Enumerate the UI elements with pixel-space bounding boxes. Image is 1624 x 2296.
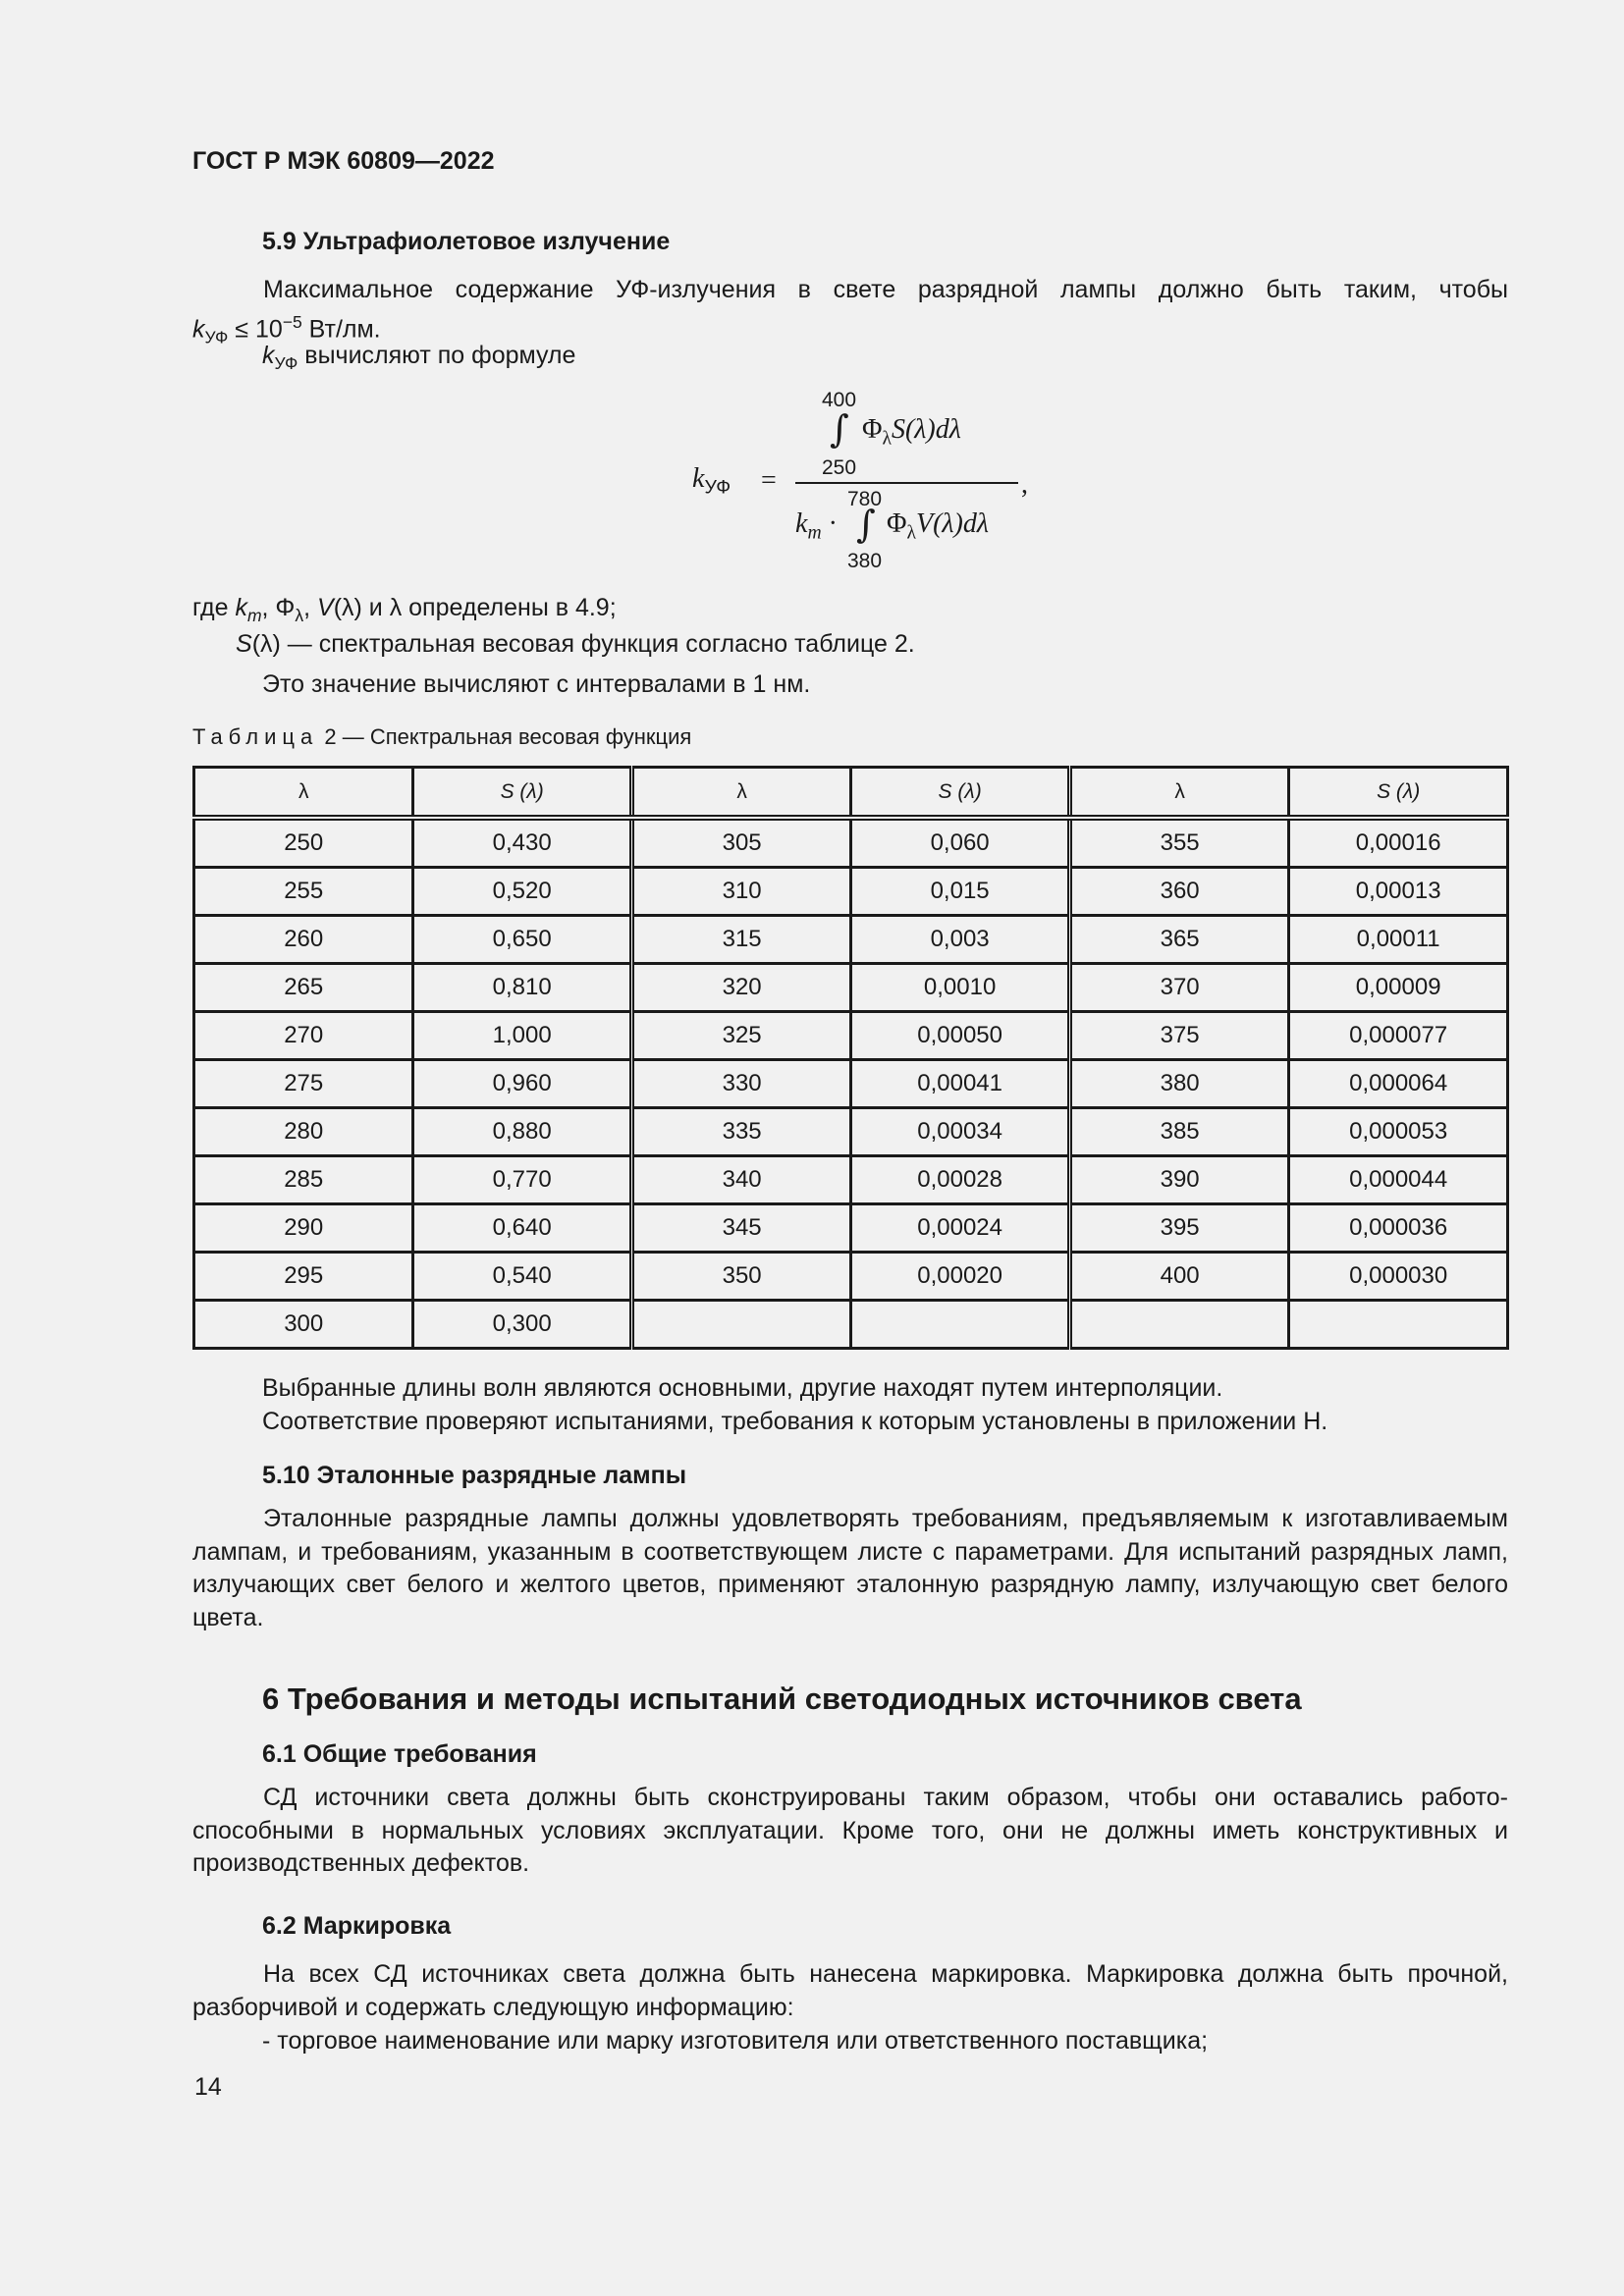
col-header-lambda: λ [1069,768,1288,819]
table-cell: 345 [631,1204,850,1253]
table-cell: 315 [631,916,850,964]
table-cell: 340 [631,1156,850,1204]
equals-sign: = [761,465,777,496]
fraction-bar [795,482,1018,484]
col-header-s: S (λ) [851,768,1070,819]
table-cell: 0,430 [413,818,631,868]
table-header-row [194,768,1508,819]
section-6-1-body: СД источники света должны быть сконструированы таким образом, чтобы они оставались работоспособными в нормальных условиях эксплуатации. Кроме того, они не должны иметь конструктивных и производственных дефектов. [192,1784,1508,1877]
dot: · [821,508,838,539]
table-cell: 0,000077 [1289,1012,1508,1060]
table-cell: 0,770 [413,1156,631,1204]
table-cell [1069,1301,1288,1349]
where-prefix: где [192,594,236,621]
where-rest: (λ) и λ определены в 4.9; [333,594,617,621]
formula-lhs [692,463,731,500]
marking-list-item: - торговое наименование или марку изготовителя или ответственного поставщика; [262,2027,1209,2055]
limit-value: ≤ 10 [228,315,283,344]
phi: , Φ [261,594,296,621]
spectral-weighting-table [192,766,1509,1350]
caption-prefix: Таблица [192,724,319,749]
table-row [194,1253,1508,1301]
section-6-2-body: На всех СД источниках света должна быть нанесена маркировка. Маркировка должна быть прочной, разборчивой и содержать следующую информацию: [192,1960,1508,2021]
table-cell: 250 [194,818,413,868]
table-cell: 0,000036 [1289,1204,1508,1253]
comma: , [303,594,318,621]
table-cell: 285 [194,1156,413,1204]
uv-formula [687,383,1041,579]
table-cell: 0,960 [413,1060,631,1108]
unit: Вт/лм. [301,315,381,344]
s-definition [236,628,915,662]
denominator-upper-limit: 780 [847,488,883,510]
formula-comma: , [1021,469,1028,500]
table-row [194,818,1508,868]
table-cell: 370 [1069,964,1288,1012]
lhs-sub: УФ [704,476,731,499]
table-cell: 330 [631,1060,850,1108]
table-cell: 0,00013 [1289,868,1508,916]
table-cell: 260 [194,916,413,964]
table-cell: 0,000064 [1289,1060,1508,1108]
caption-title: 2 — Спектральная весовая функция [318,724,692,749]
table-cell: 265 [194,964,413,1012]
table-row [194,1156,1508,1204]
table-cell: 355 [1069,818,1288,868]
table-cell: 395 [1069,1204,1288,1253]
table-row [194,964,1508,1012]
table-cell: 0,015 [851,868,1070,916]
document-header: ГОСТ Р МЭК 60809—2022 [192,147,495,175]
numerator-lower-limit: 250 [822,456,857,479]
phi: Φ [862,414,883,445]
table-cell: 310 [631,868,850,916]
table-cell: 1,000 [413,1012,631,1060]
k-subscript: УФ [274,353,298,373]
interval-note: Это значение вычисляют с интервалами в 1 нм. [262,670,811,698]
table-cell: 0,00028 [851,1156,1070,1204]
section-6-2-title: 6.2 Маркировка [262,1912,452,1940]
table-cell: 0,00024 [851,1204,1070,1253]
table-cell: 0,00041 [851,1060,1070,1108]
table-row [194,1012,1508,1060]
table-cell: 0,00016 [1289,818,1508,868]
denominator-lower-limit: 380 [847,550,883,572]
table-row [194,916,1508,964]
v-symbol: V [317,594,334,621]
table-cell: 255 [194,868,413,916]
section-6-title: 6 Требования и методы испытаний светодиодных источников света [262,1682,1302,1716]
table-cell: 280 [194,1108,413,1156]
table-caption [192,724,691,750]
compliance-note: Соответствие проверяют испытаниями, требования к которым установлены в приложении Н. [262,1408,1328,1435]
table-cell: 0,003 [851,916,1070,964]
table-cell: 300 [194,1301,413,1349]
exponent: −5 [282,312,302,332]
col-header-lambda: λ [194,768,413,819]
k-symbol: k [192,315,205,344]
section-5-10-text [192,1503,1508,1634]
table-cell: 305 [631,818,850,868]
s-symbol: S [236,630,252,658]
col-header-lambda: λ [631,768,850,819]
section-6-1-text [192,1782,1508,1881]
phi: Φ [887,508,907,539]
k-subscript: УФ [204,327,229,347]
table-row [194,1060,1508,1108]
table-cell: 0,00011 [1289,916,1508,964]
table-row [194,868,1508,916]
table-cell: 0,00009 [1289,964,1508,1012]
table-cell: 0,540 [413,1253,631,1301]
table-cell: 0,650 [413,916,631,964]
col-header-s: S (λ) [413,768,631,819]
section-5-10-body: Эталонные разрядные лампы должны удовлетворять требованиям, предъявляемым к изготавливаемым лампам, и требованиям, указанным в соответствующем листе с параметрами. Для испытаний разрядных ламп, излучающих свет белого и желтого цветов, применяют эталонную разрядную лампу, излучающую свет белого цвета. [192,1505,1508,1631]
table-cell: 0,640 [413,1204,631,1253]
table-cell: 290 [194,1204,413,1253]
section-5-9-title: 5.9 Ультрафиолетовое излучение [262,228,671,255]
table-cell: 375 [1069,1012,1288,1060]
section-6-1-title: 6.1 Общие требования [262,1740,537,1768]
table-cell: 350 [631,1253,850,1301]
interpolation-note: Выбранные длины волн являются основными, другие находят путем интерполяции. [262,1374,1223,1402]
denominator-expression [887,508,989,545]
table-cell [631,1301,850,1349]
k-symbol: k [262,342,275,369]
table-cell: 380 [1069,1060,1288,1108]
table-cell: 0,00034 [851,1108,1070,1156]
table-cell: 0,520 [413,868,631,916]
integral-sign: ∫ [830,407,849,451]
km-k: k [795,508,808,539]
phi-sub: λ [906,522,916,544]
table-cell: 320 [631,964,850,1012]
table-cell: 275 [194,1060,413,1108]
table-cell: 0,300 [413,1301,631,1349]
formula-intro [262,340,575,381]
denominator-prefix [795,508,838,545]
table-cell: 0,000030 [1289,1253,1508,1301]
uv-para-text: Максимальное содержание УФ-излучения в свете разрядной лампы должно быть таким, чтобы [263,276,1508,303]
table-cell: 270 [194,1012,413,1060]
page-number: 14 [194,2073,222,2101]
table-cell [851,1301,1070,1349]
km-sub: m [246,606,262,625]
lhs-k: k [692,463,705,494]
where-line [192,592,617,633]
table-cell: 295 [194,1253,413,1301]
table-cell: 0,810 [413,964,631,1012]
formula-intro-text: вычисляют по формуле [298,342,576,369]
phi-sub: λ [882,428,892,450]
table-cell: 0,0010 [851,964,1070,1012]
phi-sub: λ [295,606,304,625]
table-cell: 335 [631,1108,850,1156]
col-header-s: S (λ) [1289,768,1508,819]
numerator-expression [862,414,961,451]
table-cell: 0,060 [851,818,1070,868]
table-cell: 385 [1069,1108,1288,1156]
table-cell [1289,1301,1508,1349]
table-row [194,1108,1508,1156]
section-5-10-title: 5.10 Эталонные разрядные лампы [262,1462,687,1489]
table-cell: 0,880 [413,1108,631,1156]
table-cell: 325 [631,1012,850,1060]
table-cell: 400 [1069,1253,1288,1301]
numerator-upper-limit: 400 [822,389,857,411]
table-cell: 0,00020 [851,1253,1070,1301]
den-rest: V(λ)dλ [915,508,989,539]
integral-sign: ∫ [856,503,876,546]
table-cell: 390 [1069,1156,1288,1204]
uv-para-line1 [192,274,1508,307]
km-sub: m [807,522,822,544]
table-cell: 0,000053 [1289,1108,1508,1156]
table-cell: 0,00050 [851,1012,1070,1060]
s-definition-text: (λ) — спектральная весовая функция согласно таблице 2. [251,630,915,658]
km-k: k [235,594,247,621]
table-cell: 0,000044 [1289,1156,1508,1204]
table-cell: 360 [1069,868,1288,916]
table-row [194,1204,1508,1253]
table-cell: 365 [1069,916,1288,964]
table-row [194,1301,1508,1349]
num-rest: S(λ)dλ [891,414,961,445]
section-6-2-text [192,1958,1508,2024]
